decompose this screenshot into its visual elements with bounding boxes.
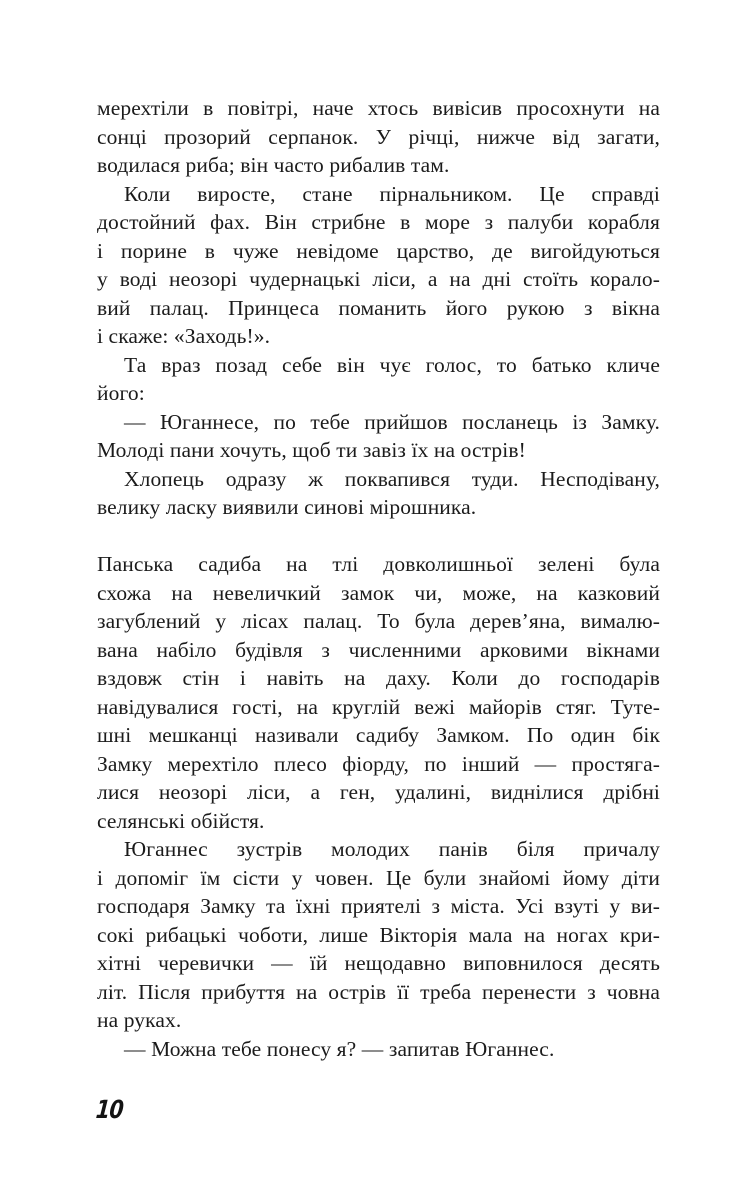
paragraph	[97, 550, 660, 835]
text-line: навідувалися гості, на круглій вежі майорів стяг. Туте-	[97, 694, 660, 719]
text-line: господаря Замку та їхні приятелі з міста. Усі взуті у ви-	[97, 894, 660, 918]
text-line: хітні черевички — їй нещодавно виповнилося десять	[97, 951, 660, 975]
text-line: мерехтіли в повітрі, наче хтось вивісив просохнути на	[97, 96, 660, 120]
text-line: селянські обійстя.	[97, 808, 265, 833]
paragraph	[97, 465, 660, 522]
text-line: сокі рибацькі чоботи, лише Вікторія мала на ногах кри-	[97, 922, 660, 947]
paragraph	[97, 835, 660, 1035]
text-line: його:	[97, 381, 145, 405]
text-line: Хлопець одразу ж поквапився туди. Несподівану,	[124, 466, 660, 491]
text-line: — Можна тебе понесу я? — запитав Юганнес.	[124, 1036, 555, 1061]
text-line: Коли виросте, стане пірнальником. Це справді	[124, 181, 660, 206]
paragraph	[97, 1035, 660, 1064]
text-line: вздовж стін і навіть на даху. Коли до господарів	[97, 666, 660, 690]
text-line: лися неозорі ліси, а ген, удалині, виднілися дрібні	[97, 780, 660, 804]
text-line: сонці прозорий серпанок. У річці, нижче від загати,	[97, 124, 660, 149]
text-line: вана набіло будівля з численними арковими вікнами	[97, 637, 660, 662]
text-line: Молоді пани хочуть, щоб ти завіз їх на острів!	[97, 438, 526, 462]
text-line: літ. Після прибуття на острів її треба перенести з човна	[97, 979, 660, 1004]
paragraph	[97, 351, 660, 408]
text-line: у воді неозорі чудернацькі ліси, а на дні стоїть корало-	[97, 267, 660, 291]
text-line: Замку мерехтіло плесо фіорду, по інший — простяга-	[97, 751, 660, 776]
text-line: достойний фах. Він стрибне в море з палуби корабля	[97, 210, 660, 234]
paragraph	[97, 94, 660, 180]
page-number: 10	[94, 1095, 125, 1124]
paragraph	[97, 180, 660, 351]
text-line: на руках.	[97, 1008, 182, 1032]
text-line: Панська садиба на тлі довколишньої зелені була	[97, 552, 660, 576]
text-line: і порине в чуже невідоме царство, де вигойдуються	[97, 238, 660, 263]
text-line: Та враз позад себе він чує голос, то батько кличе	[124, 352, 660, 377]
text-line: схожа на невеличкий замок чи, може, на казковий	[97, 580, 660, 605]
text-line: Юганнес зустрів молодих панів біля причалу	[124, 837, 660, 861]
text-line: водилася риба; він часто рибалив там.	[97, 153, 450, 177]
text-line: вий палац. Принцеса поманить його рукою з вікна	[97, 295, 660, 320]
text-line: — Юганнесе, по тебе прийшов посланець із Замку.	[124, 409, 660, 434]
text-line: велику ласку виявили синові мірошника.	[97, 495, 477, 519]
text-line: загублений у лісах палац. То була дерев’яна, вималю-	[97, 609, 660, 633]
body-text	[97, 94, 660, 1063]
text-line: шні мешканці називали садибу Замком. По один бік	[97, 723, 660, 747]
text-line: і допоміг їм сісти у човен. Це були знайомі йому діти	[97, 865, 660, 890]
paragraph	[97, 408, 660, 465]
text-line: і скаже: «Заходь!».	[97, 324, 271, 348]
